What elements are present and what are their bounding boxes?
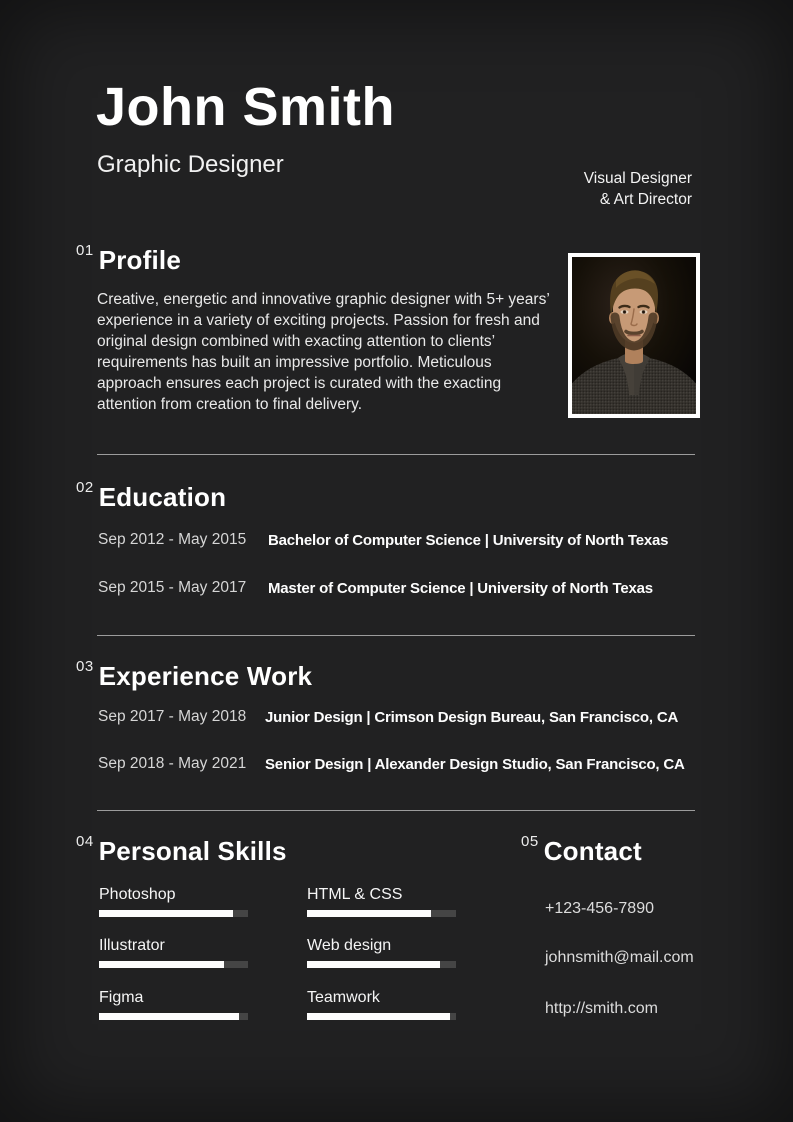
section-number: 03 <box>76 658 94 675</box>
person-name: John Smith <box>96 77 395 137</box>
divider <box>97 635 695 636</box>
skill-bar-fill <box>307 961 440 968</box>
skill-item <box>99 887 248 917</box>
experience-item <box>98 755 738 775</box>
skill-label: HTML & CSS <box>307 886 403 903</box>
skill-item <box>307 938 456 968</box>
section-title: Personal Skills <box>98 836 287 866</box>
section-heading-skills <box>76 834 287 864</box>
experience-description: Senior Design | Alexander Design Studio, San Francisco, CA <box>265 755 685 773</box>
contact-email: johnsmith@mail.com <box>545 949 694 966</box>
portrait-illustration <box>572 257 696 414</box>
skill-bar-track <box>99 961 248 968</box>
tagline-line-2: & Art Director <box>599 191 692 208</box>
experience-dates: Sep 2018 - May 2021 <box>98 755 247 772</box>
section-number: 05 <box>521 833 539 850</box>
skill-bar-track <box>99 1013 248 1020</box>
education-description: Master of Computer Science | University of North Texas <box>268 579 653 597</box>
section-number: 01 <box>76 242 94 259</box>
education-description: Bachelor of Computer Science | University of North Texas <box>268 531 669 549</box>
skill-bar-track <box>99 910 248 917</box>
skill-item <box>307 887 456 917</box>
divider <box>97 454 695 455</box>
experience-item <box>98 708 738 728</box>
section-heading-experience <box>76 659 312 689</box>
section-title: Education <box>98 482 227 512</box>
section-title: Contact <box>543 836 642 866</box>
education-item <box>98 531 738 551</box>
skill-label: Figma <box>99 989 144 1006</box>
tagline <box>584 168 692 210</box>
skill-item <box>99 938 248 968</box>
portrait-photo <box>568 253 700 418</box>
skill-bar-fill <box>307 1013 450 1020</box>
experience-dates: Sep 2017 - May 2018 <box>98 708 247 725</box>
skill-label: Illustrator <box>99 937 165 954</box>
skill-bar-track <box>307 961 456 968</box>
education-dates: Sep 2015 - May 2017 <box>98 579 247 596</box>
skill-item <box>99 990 248 1020</box>
divider <box>97 810 695 811</box>
section-number: 02 <box>76 479 94 496</box>
skill-bar-track <box>307 910 456 917</box>
skill-label: Web design <box>307 937 392 954</box>
education-item <box>98 579 738 599</box>
skill-bar-fill <box>307 910 431 917</box>
profile-summary: Creative, energetic and innovative graphic designer with 5+ years’ experience in a variety of exciting projects. Passion for fresh and original design combined with exacting attention to clients’ requirements has built an impressive portfolio. Meticulous approach ensures each project is curated with the exacting attention from creation to final delivery. <box>97 291 550 413</box>
section-heading-contact <box>521 834 642 864</box>
contact-phone: +123-456-7890 <box>545 900 654 917</box>
section-title: Profile <box>98 245 181 275</box>
skill-bar-fill <box>99 961 224 968</box>
skill-label: Photoshop <box>99 886 176 903</box>
tagline-line-1: Visual Designer <box>583 170 692 187</box>
section-heading-profile <box>76 243 181 273</box>
skill-bar-track <box>307 1013 456 1020</box>
section-title: Experience Work <box>98 661 313 691</box>
skill-bar-fill <box>99 1013 239 1020</box>
skill-label: Teamwork <box>307 989 380 1006</box>
contact-website: http://smith.com <box>545 1000 658 1017</box>
section-heading-education <box>76 480 226 510</box>
section-number: 04 <box>76 833 94 850</box>
skill-bar-fill <box>99 910 233 917</box>
education-dates: Sep 2012 - May 2015 <box>98 531 247 548</box>
experience-description: Junior Design | Crimson Design Bureau, San Francisco, CA <box>265 708 679 726</box>
skill-item <box>307 990 456 1020</box>
person-job-title: Graphic Designer <box>97 151 284 178</box>
